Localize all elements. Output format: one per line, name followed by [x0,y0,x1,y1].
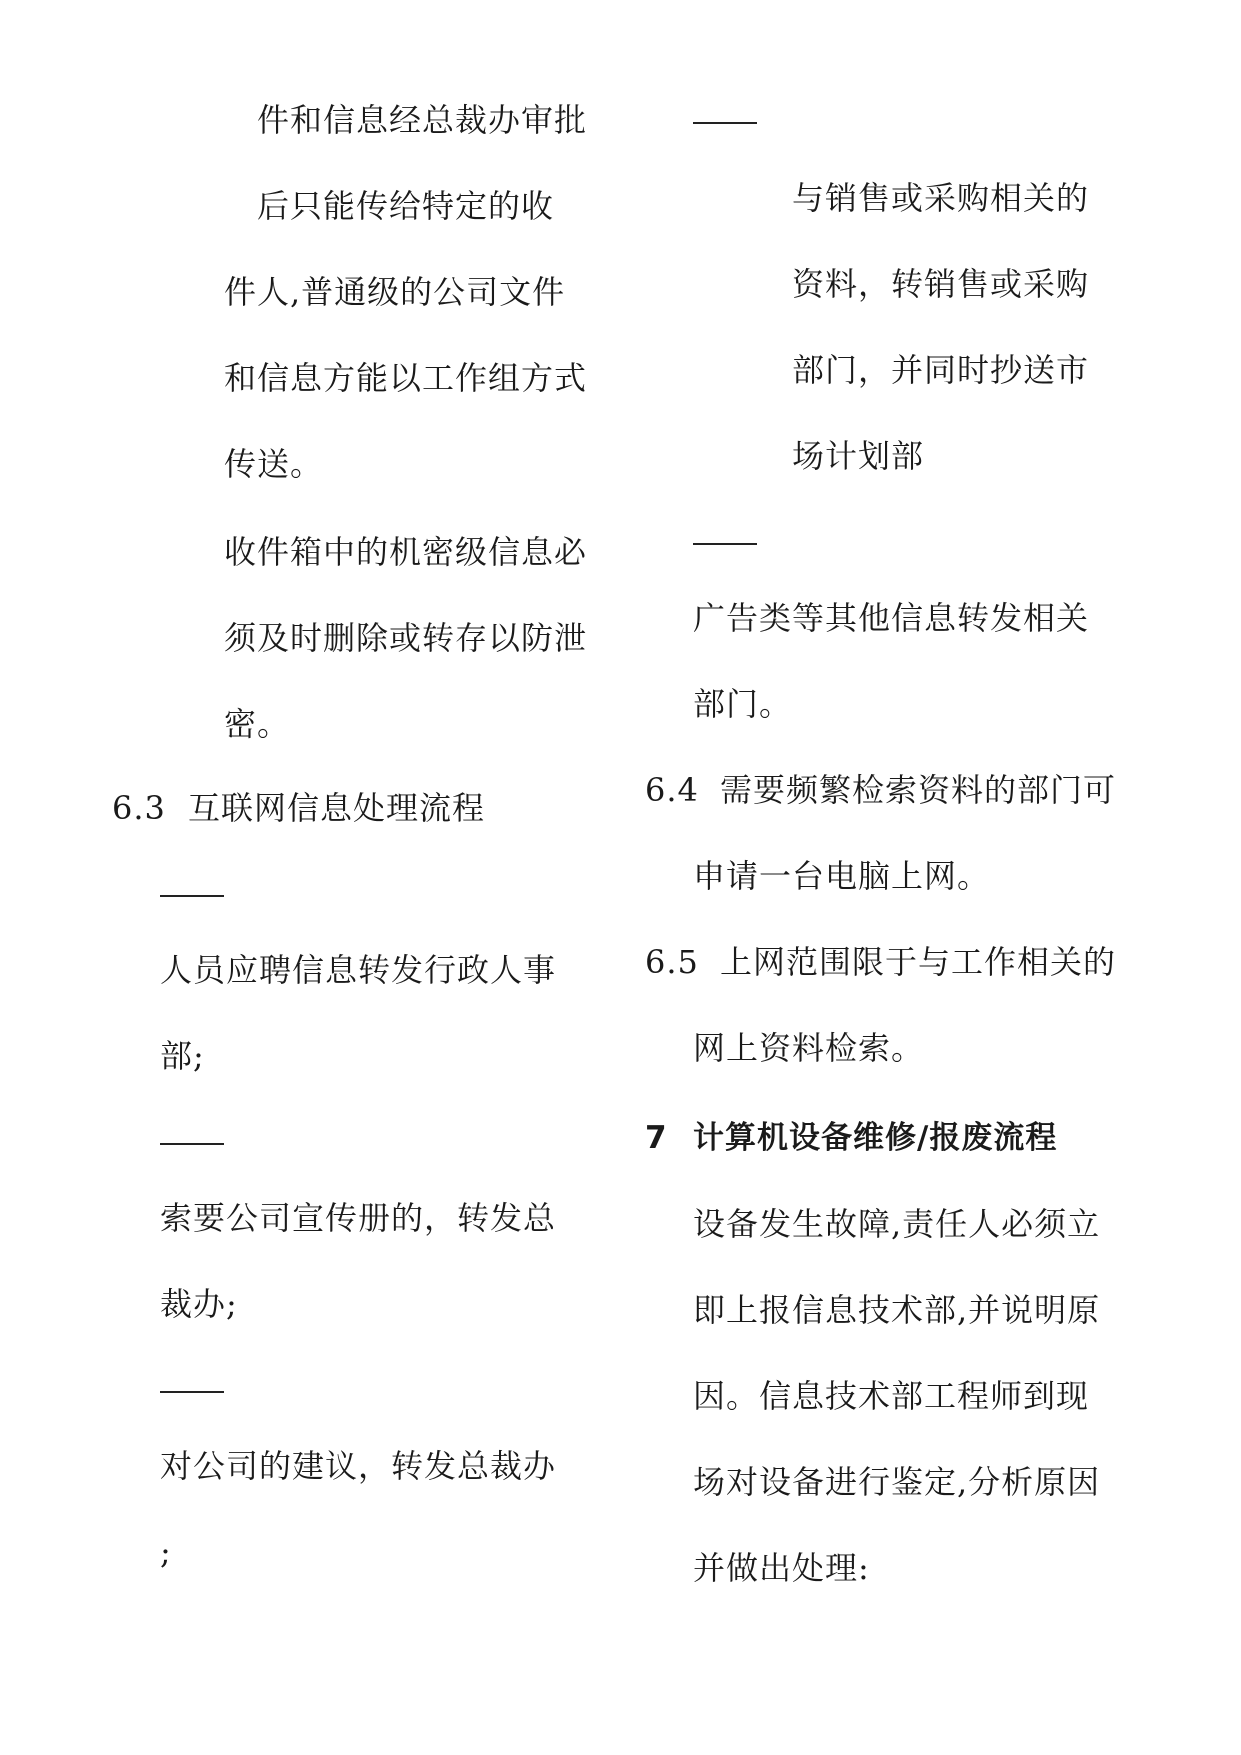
section-text: 需要频繁检索资料的部门可 [720,771,1117,809]
list-item: 资料，转销售或采购 [792,265,1090,303]
dash-rule [160,1391,224,1393]
text-line: 收件箱中的机密级信息必 [224,533,588,571]
dash-rule [160,1143,224,1145]
list-item: 索要公司宣传册的，转发总 [160,1199,557,1237]
section-text: 申请一台电脑上网。 [693,857,991,895]
list-item: 裁办; [160,1285,238,1323]
text-line: 件人,普通级的公司文件 [224,273,566,311]
section-number: 6.5 [645,943,699,981]
text-line: 件和信息经总裁办审批 [257,101,588,139]
list-item: 部门。 [693,685,793,723]
list-item: 部门，并同时抄送市 [792,351,1090,389]
text-line: 须及时删除或转存以防泄 [224,619,588,657]
paragraph-line: 即上报信息技术部,并说明原 [693,1291,1101,1329]
list-item: 对公司的建议，转发总裁办 [160,1447,557,1485]
list-item: ; [160,1533,172,1571]
paragraph-line: 并做出处理: [693,1549,870,1587]
section-text: 上网范围限于与工作相关的 [720,943,1117,981]
section-title: 互联网信息处理流程 [188,789,486,827]
text-line: 后只能传给特定的收 [257,187,555,225]
text-line: 传送。 [224,445,324,483]
dash-rule [693,543,757,545]
list-item: 部; [160,1037,205,1075]
list-item: 广告类等其他信息转发相关 [693,599,1090,637]
list-item: 场计划部 [792,437,925,475]
paragraph-line: 因。信息技术部工程师到现 [693,1377,1090,1415]
dash-rule [160,895,224,897]
text-line: 密。 [224,705,291,743]
section-number: 6.4 [645,771,699,809]
section-number: 6.3 [112,789,166,827]
paragraph-line: 设备发生故障,责任人必须立 [693,1205,1101,1243]
list-item: 与销售或采购相关的 [792,179,1090,217]
paragraph-line: 场对设备进行鉴定,分析原因 [693,1463,1101,1501]
section-title: 计算机设备维修/报废流程 [693,1120,1058,1156]
text-line: 和信息方能以工作组方式 [224,359,588,397]
list-item: 人员应聘信息转发行政人事 [160,951,557,989]
dash-rule [693,122,757,124]
section-number: 7 [645,1120,668,1156]
section-text: 网上资料检索。 [693,1029,925,1067]
